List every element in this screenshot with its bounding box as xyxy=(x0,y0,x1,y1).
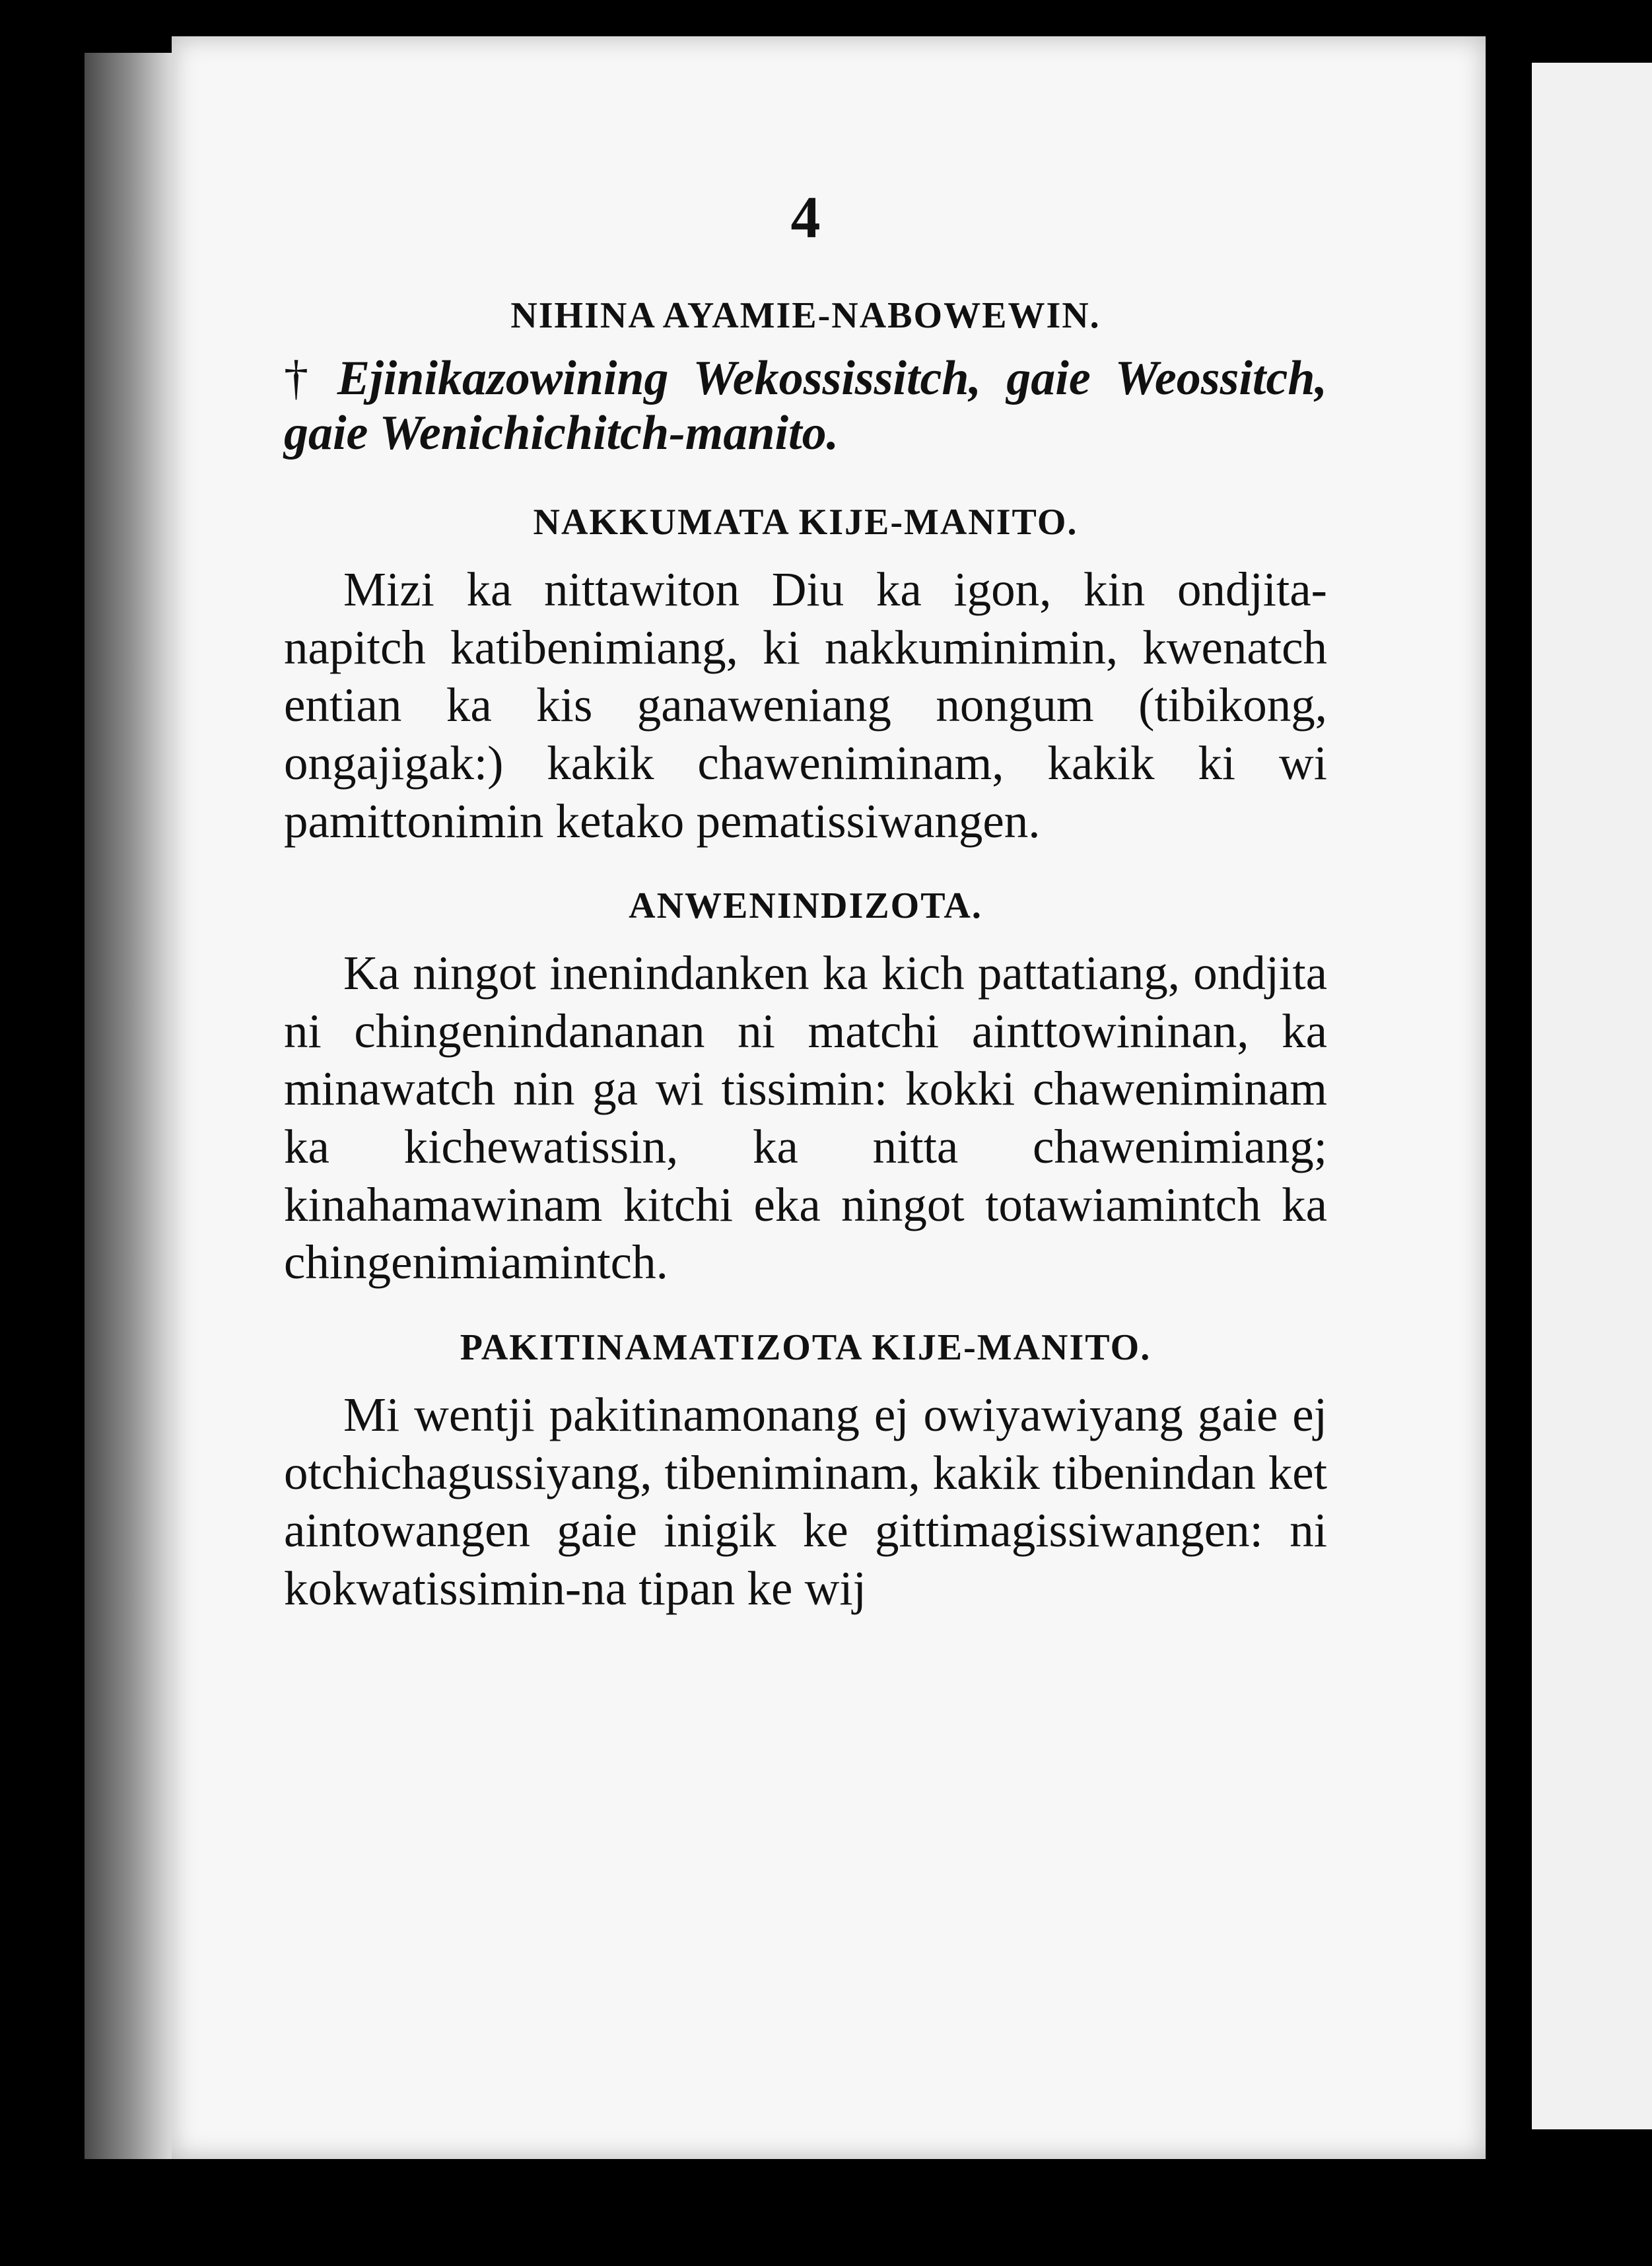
book-page xyxy=(172,36,1486,2159)
facing-page-edge xyxy=(1532,63,1652,2129)
dagger-symbol: † xyxy=(284,351,322,406)
trinity-invocation xyxy=(284,351,1327,461)
invocation-text: Ejinikazowining Wekossissitch, gaie Weossitch, gaie Wenichichitch-manito. xyxy=(284,351,1327,461)
paragraph-contrition: Ka ningot inenindanken ka kich pattatiang, ondjita ni chingenindananan ni matchi ainttowininan, ka minawatch nin ga wi tissimin: kokki chaweniminam ka kichewatissin, ka nitta chawenimiang; kinahamawinam kitchi eka ningot totawiamintch ka chingenimiamintch. xyxy=(284,946,1327,1289)
paragraph-offering: Mi wentji pakitinamonang ej owiyawiyang gaie ej otchichagussiyang, tibeniminam, kakik tibenindan ket aintowangen gaie inigik ke gittimagissiwangen: ni kokwatissimin-na tipan ke wij xyxy=(284,1388,1327,1615)
paragraph-adoration: Mizi ka nittawiton Diu ka igon, kin ondjita-napitch katibenimiang, ki nakkuminimin, kwenatch entian ka kis ganaweniang nongum (tibikong, ongajigak:) kakik chaweniminam, kakik ki wi pamittonimin ketako pematissiwangen. xyxy=(284,563,1327,848)
page-number: 4 xyxy=(790,185,821,250)
section-heading-offering: PAKITINAMATIZOTA KIJE-MANITO. xyxy=(460,1326,1152,1368)
section-heading-contrition: ANWENINDIZOTA. xyxy=(629,885,982,927)
section-heading-adoration: NAKKUMATA KIJE-MANITO. xyxy=(533,501,1078,543)
page-text-block xyxy=(284,185,1327,1651)
section-heading-prayer: NIHINA AYAMIE-NABOWEWIN. xyxy=(510,295,1101,336)
